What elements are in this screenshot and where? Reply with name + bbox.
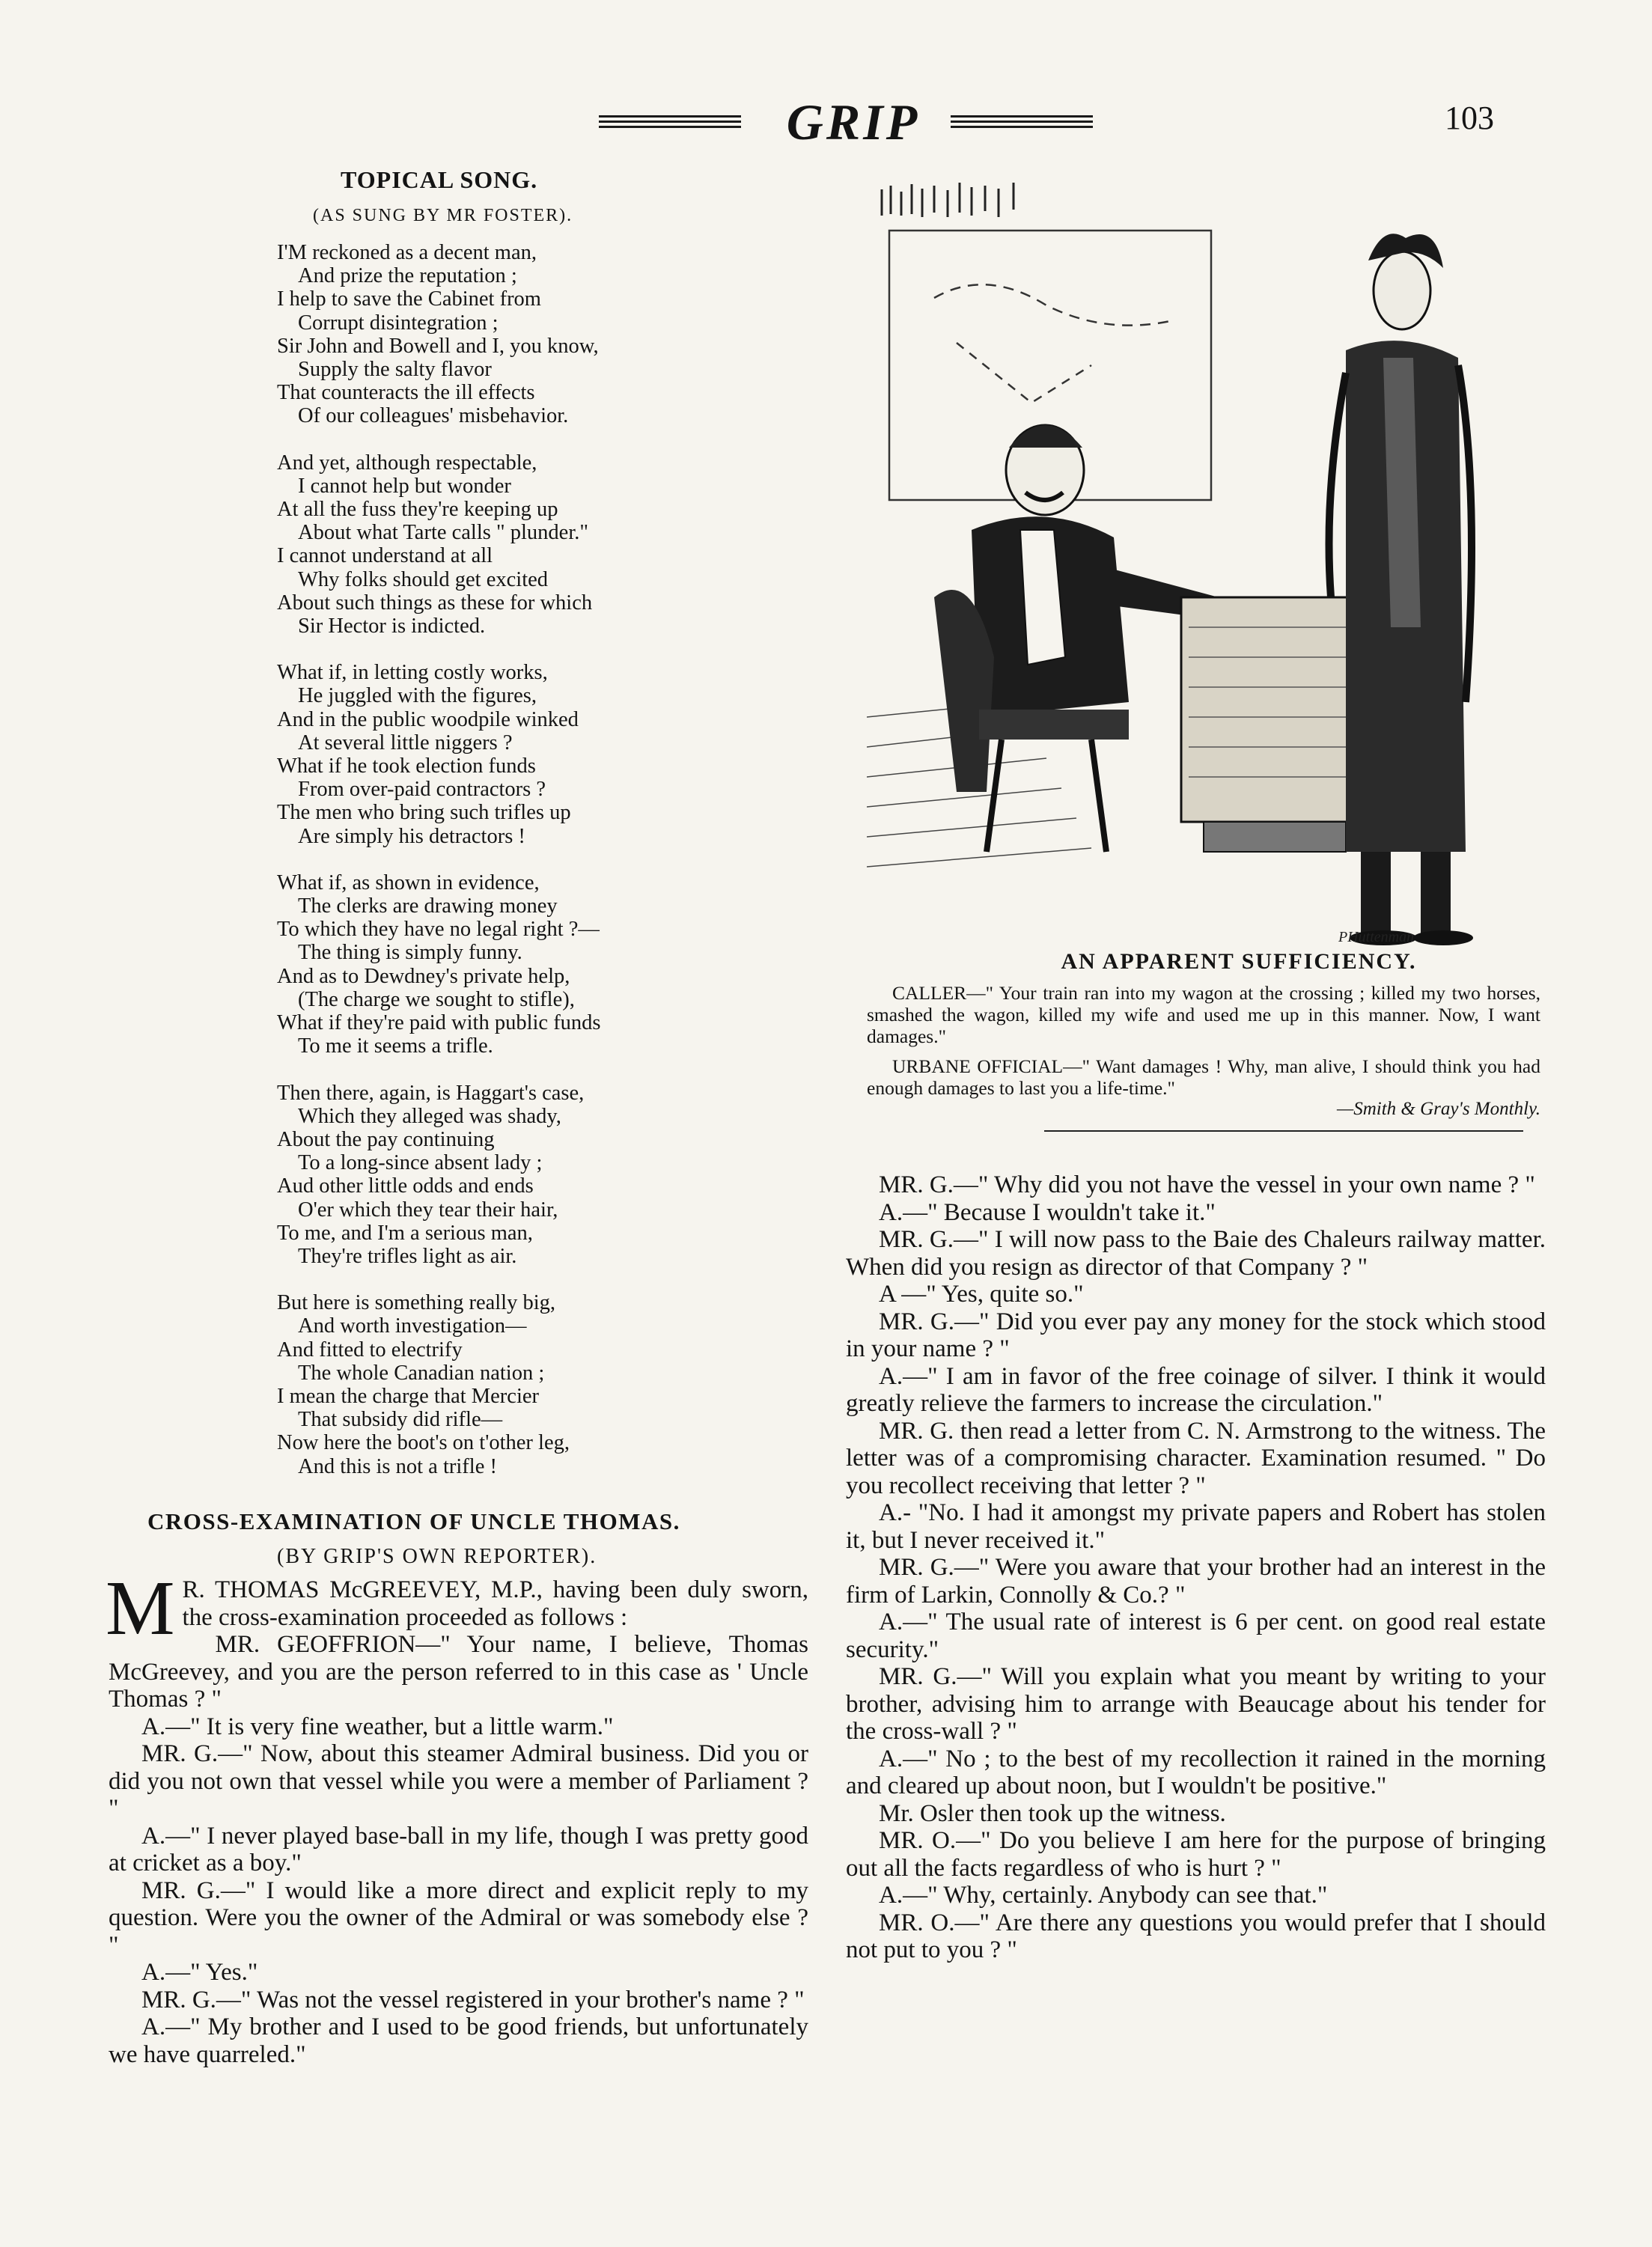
poem-line: Corrupt disintegration ;: [298, 311, 499, 335]
poem-line: And prize the reputation ;: [298, 264, 517, 288]
poem-line: Now here the boot's on t'other leg,: [277, 1431, 570, 1455]
article-paragraph: MR. O.—" Are there any questions you would prefer that I should not put to you ? ": [846, 1909, 1546, 1963]
drop-cap: M: [106, 1565, 175, 1651]
artist-signature: PHuttenman: [1338, 929, 1415, 945]
poem-line: What if they're paid with public funds: [277, 1011, 601, 1035]
poem-line: The whole Canadian nation ;: [298, 1361, 545, 1385]
poem-line: I cannot understand at all: [277, 544, 493, 568]
poem-line: And this is not a trifle !: [298, 1454, 497, 1478]
poem-line: To me it seems a trifle.: [298, 1034, 493, 1058]
article-paragraph: A —" Yes, quite so.": [879, 1281, 1084, 1308]
article-paragraph: MR. G.—" Were you aware that your brother had an interest in the firm of Larkin, Connolly & Co.? ": [846, 1554, 1546, 1609]
section-divider: [1044, 1130, 1523, 1132]
article-column-left: [106, 1565, 808, 2068]
song-subtitle: (AS SUNG BY MR FOSTER).: [313, 206, 573, 225]
poem-line: And yet, although respectable,: [277, 451, 537, 475]
poem-line: (The charge we sought to stifle),: [298, 987, 575, 1011]
poem-line: To which they have no legal right ?—: [277, 918, 600, 942]
poem-line: Which they alleged was shady,: [298, 1104, 561, 1128]
article-paragraph: A.—" My brother and I used to be good friends, but unfortunately we have quarreled.": [109, 2013, 808, 2068]
article-paragraph: A.—" It is very fine weather, but a little warm.": [141, 1713, 614, 1740]
poem-line: What if he took election funds: [277, 754, 536, 778]
article-paragraph: MR. G.—" I would like a more direct and explicit reply to my question. Were you the owner of the Admiral or was somebody else ? ": [109, 1876, 808, 1959]
article-paragraph: A.—" Why, certainly. Anybody can see that.": [879, 1882, 1328, 1909]
poem-line: The men who bring such trifles up: [277, 801, 571, 825]
song-title: TOPICAL SONG.: [341, 166, 538, 193]
poem-line: Sir Hector is indicted.: [298, 615, 486, 638]
poem-line: Sir John and Bowell and I, you know,: [277, 334, 599, 358]
poem-line: They're trifles light as air.: [298, 1244, 517, 1268]
article-paragraph: MR. G.—" Did you ever pay any money for the stock which stood in your name ? ": [846, 1308, 1546, 1362]
article-paragraph: A.—" The usual rate of interest is 6 per cent. on good real estate security.": [846, 1609, 1546, 1663]
masthead-rule-right: [951, 115, 1093, 129]
article-paragraph: A.- "No. I had it amongst my private papers and Robert has stolen it, but I never received it.": [846, 1499, 1546, 1554]
article-title: CROSS-EXAMINATION OF UNCLE THOMAS.: [147, 1508, 680, 1534]
poem-line: To me, and I'm a serious man,: [277, 1221, 533, 1245]
poem-stanza: [277, 241, 786, 428]
poem-line: That counteracts the ill effects: [277, 381, 535, 405]
article-paragraph: Mr. Osler then took up the witness.: [879, 1799, 1226, 1827]
article-paragraph: MR. O.—" Do you believe I am here for the purpose of bringing out all the facts regardless of who is hurt ? ": [846, 1827, 1546, 1882]
cartoon-illustration: [867, 178, 1496, 949]
article-paragraph: A.—" No ; to the best of my recollection it rained in the morning and cleared up about noon, but I wouldn't be positive.": [846, 1745, 1546, 1799]
poem-line: I help to save the Cabinet from: [277, 287, 541, 311]
article-paragraph: MR. G.—" Will you explain what you meant by writing to your brother, advising him to arrange with Beaucage about his tender for the cross-wall ? ": [846, 1663, 1546, 1745]
caption-text: —" Your train ran into my wagon at the crossing ; killed my two horses, smashed the wagon, killed my wife and used me up in this manner. Now, I want damages.": [867, 982, 1540, 1047]
magazine-title: GRIP: [786, 94, 921, 150]
article-paragraph: A.—" Because I wouldn't take it.": [879, 1198, 1216, 1226]
article-paragraph: MR. G. then read a letter from C. N. Armstrong to the witness. The letter was of a compromising character. Examination resumed. " Do you recollect receiving that letter ? ": [846, 1417, 1546, 1499]
poem: [277, 241, 786, 1501]
article-paragraph: MR. G.—" Was not the vessel registered in your brother's name ? ": [141, 1986, 805, 2013]
poem-line: I mean the charge that Mercier: [277, 1384, 540, 1408]
article-paragraph: A.—" I never played base-ball in my life, though I was pretty good at cricket as a boy.": [109, 1822, 808, 1876]
poem-line: About such things as these for which: [277, 591, 593, 615]
poem-line: Supply the salty flavor: [298, 358, 492, 382]
article-paragraph: A.—" Yes.": [141, 1959, 258, 1986]
poem-line: About the pay continuing: [277, 1127, 495, 1151]
poem-line: That subsidy did rifle—: [298, 1408, 503, 1432]
poem-line: O'er which they tear their hair,: [298, 1198, 558, 1222]
poem-line: I'M reckoned as a decent man,: [277, 241, 537, 264]
article-subtitle: (BY GRIP'S OWN REPORTER).: [277, 1545, 597, 1568]
speaker-label: CALLER: [892, 982, 967, 1004]
poem-line: Of our colleagues' misbehavior.: [298, 404, 569, 428]
poem-line: And as to Dewdney's private help,: [277, 964, 570, 988]
poem-stanza: [277, 1082, 786, 1269]
article-paragraph: MR. G.—" I will now pass to the Baie des Chaleurs railway matter. When did you resign as director of that Company ? ": [846, 1226, 1546, 1281]
masthead: [0, 88, 1652, 156]
poem-line: What if, in letting costly works,: [277, 661, 548, 685]
poem-line: He juggled with the figures,: [298, 684, 537, 708]
poem-line: But here is something really big,: [277, 1291, 556, 1315]
article-paragraph: M R. THOMAS McGREEVEY, M.P., having been duly sworn, the cross-examination proceeded as follows :: [106, 1565, 808, 1651]
masthead-rule-left: [599, 115, 741, 129]
poem-stanza: [277, 661, 786, 848]
poem-line: I cannot help but wonder: [298, 474, 511, 498]
article-paragraph: MR. GEOFFRION—" Your name, I believe, Thomas McGreevey, and you are the person referred to in this case as ' Uncle Thomas ? ": [109, 1631, 808, 1713]
poem-line: From over-paid contractors ?: [298, 778, 546, 802]
article-column-right: [846, 1171, 1546, 1964]
poem-line: The thing is simply funny.: [298, 941, 522, 965]
poem-stanza: [277, 451, 786, 638]
poem-line: Are simply his detractors !: [298, 824, 525, 848]
poem-line: And fitted to electrify: [277, 1338, 463, 1362]
cartoon-title: AN APPARENT SUFFICIENCY.: [1061, 949, 1417, 974]
poem-line: At several little niggers ?: [298, 731, 513, 754]
official-caption: [867, 1055, 1540, 1099]
article-paragraph: MR. G.—" Now, about this steamer Admiral business. Did you or did you not own that vessel while you were a member of Parliament ? ": [109, 1740, 808, 1822]
article-paragraph: A.—" I am in favor of the free coinage of silver. I think it would greatly relieve the farmers to increase the circulation.": [846, 1362, 1546, 1417]
poem-stanza: [277, 871, 786, 1058]
caption-text: —" Want damages ! Why, man alive, I should think you had enough damages to last you a life-time.": [867, 1055, 1540, 1099]
poem-line: To a long-since absent lady ;: [298, 1151, 543, 1175]
poem-line: What if, as shown in evidence,: [277, 871, 540, 894]
speaker-label: URBANE OFFICIAL: [892, 1055, 1064, 1077]
poem-line: Aud other little odds and ends: [277, 1174, 534, 1198]
poem-line: At all the fuss they're keeping up: [277, 498, 558, 522]
page-number: 103: [1445, 100, 1494, 136]
caller-caption: [867, 982, 1540, 1047]
poem-line: The clerks are drawing money: [298, 894, 558, 918]
poem-line: About what Tarte calls " plunder.": [298, 521, 588, 545]
poem-stanza: [277, 1291, 786, 1478]
source-credit: —Smith & Gray's Monthly.: [1336, 1099, 1540, 1119]
article-paragraph: MR. G.—" Why did you not have the vessel in your own name ? ": [879, 1171, 1535, 1198]
poem-line: Then there, again, is Haggart's case,: [277, 1081, 585, 1105]
poem-line: Why folks should get excited: [298, 567, 549, 591]
poem-line: And worth investigation—: [298, 1314, 527, 1338]
poem-line: And in the public woodpile winked: [277, 707, 579, 731]
